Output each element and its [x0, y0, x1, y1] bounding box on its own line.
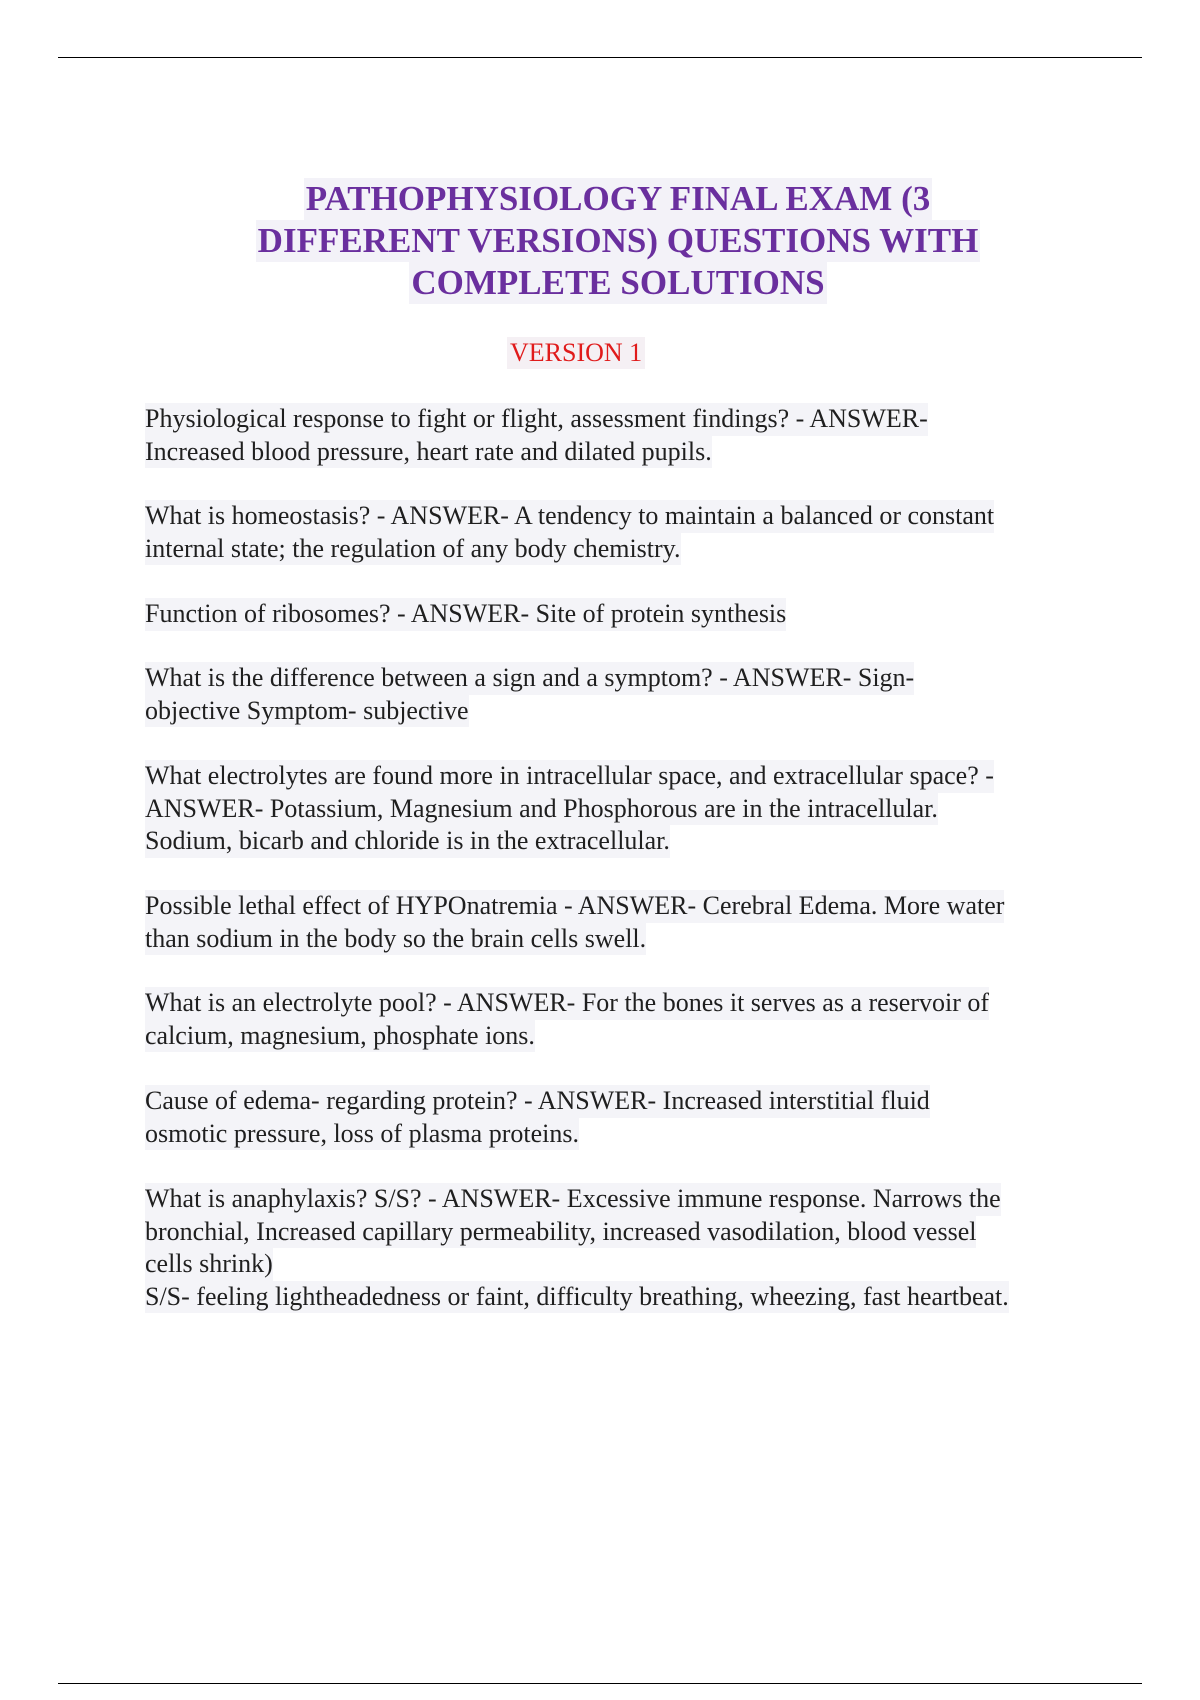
version-label: VERSION 1: [507, 337, 645, 369]
qa-line: than sodium in the body so the brain cells swell.: [145, 923, 646, 956]
qa-item: [145, 760, 1085, 858]
qa-item: [145, 987, 1085, 1052]
qa-item: [145, 890, 1085, 955]
qa-item: [145, 500, 1085, 565]
qa-line: S/S- feeling lightheadedness or faint, difficulty breathing, wheezing, fast heartbeat.: [145, 1281, 1009, 1314]
qa-line: What is homeostasis? - ANSWER- A tendency to maintain a balanced or constant: [145, 500, 994, 533]
qa-line: internal state; the regulation of any body chemistry.: [145, 533, 681, 566]
header-rule: [58, 57, 1142, 58]
qa-line: Sodium, bicarb and chloride is in the extracellular.: [145, 825, 670, 858]
qa-line: Possible lethal effect of HYPOnatremia - ANSWER- Cerebral Edema. More water: [145, 890, 1004, 923]
qa-line: What electrolytes are found more in intracellular space, and extracellular space? -: [145, 760, 994, 793]
document-title: [200, 178, 1036, 304]
footer-rule: [58, 1683, 1142, 1684]
qa-line: calcium, magnesium, phosphate ions.: [145, 1020, 535, 1053]
qa-line: ANSWER- Potassium, Magnesium and Phosphorous are in the intracellular.: [145, 793, 938, 826]
qa-line: Increased blood pressure, heart rate and dilated pupils.: [145, 436, 712, 469]
title-line: DIFFERENT VERSIONS) QUESTIONS WITH: [257, 221, 979, 260]
qa-item: [145, 1085, 1085, 1150]
qa-line: What is the difference between a sign and a symptom? - ANSWER- Sign-: [145, 662, 914, 695]
qa-line: objective Symptom- subjective: [145, 695, 469, 728]
qa-line: Function of ribosomes? - ANSWER- Site of protein synthesis: [145, 598, 786, 631]
qa-line: What is anaphylaxis? S/S? - ANSWER- Excessive immune response. Narrows the: [145, 1183, 1001, 1216]
qa-item: [145, 598, 1085, 631]
qa-line: bronchial, Increased capillary permeability, increased vasodilation, blood vessel: [145, 1216, 976, 1249]
qa-line: osmotic pressure, loss of plasma proteins.: [145, 1118, 579, 1151]
qa-line: Physiological response to fight or flight, assessment findings? - ANSWER-: [145, 403, 928, 436]
qa-item: [145, 403, 1085, 468]
qa-line: cells shrink): [145, 1248, 273, 1281]
qa-item: [145, 662, 1085, 727]
title-line: PATHOPHYSIOLOGY FINAL EXAM (3: [305, 179, 931, 218]
title-line: COMPLETE SOLUTIONS: [411, 263, 825, 302]
qa-line: What is an electrolyte pool? - ANSWER- For the bones it serves as a reservoir of: [145, 987, 989, 1020]
qa-item: [145, 1183, 1085, 1313]
qa-line: Cause of edema- regarding protein? - ANSWER- Increased interstitial fluid: [145, 1085, 930, 1118]
